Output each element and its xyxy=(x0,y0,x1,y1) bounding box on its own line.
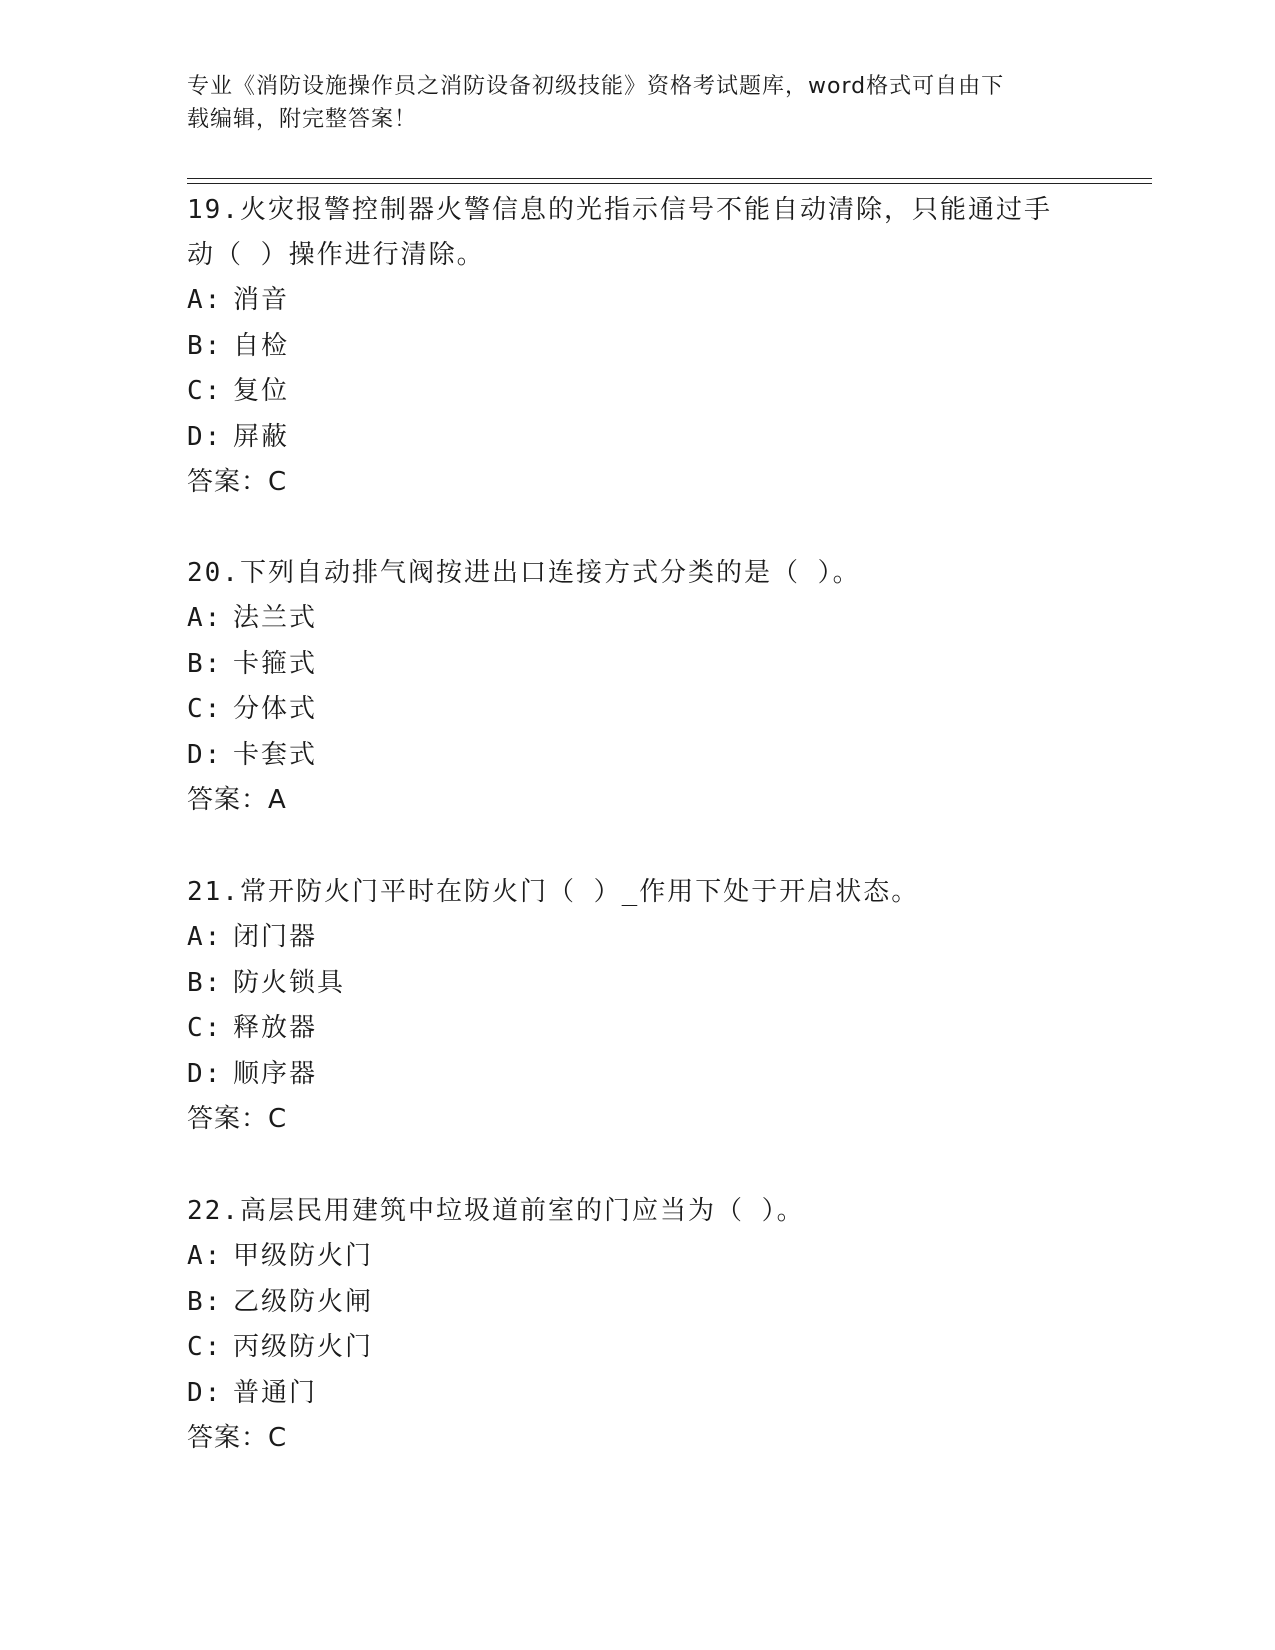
option-text: 释放器 xyxy=(233,1013,318,1043)
option-letter: B: xyxy=(187,967,223,998)
header-divider-bottom xyxy=(187,183,1152,184)
question-stem xyxy=(187,1189,1087,1234)
answer-line: 答案：A xyxy=(187,785,287,815)
option-b xyxy=(187,961,1087,1007)
option-letter: A: xyxy=(187,603,223,633)
option-a xyxy=(187,278,1087,324)
question-stem xyxy=(187,551,1087,596)
option-text: 自检 xyxy=(233,330,290,361)
option-text: 普通门 xyxy=(233,1377,318,1408)
question-21 xyxy=(187,870,1087,1142)
header-line-1: 专业《消防设施操作员之消防设备初级技能》资格考试题库，word格式可自由下 xyxy=(187,74,1005,99)
option-b xyxy=(187,1280,1087,1326)
option-letter: A: xyxy=(187,1241,223,1271)
option-letter: C: xyxy=(187,1332,223,1362)
option-c xyxy=(187,1006,1087,1052)
option-letter: D: xyxy=(187,739,223,770)
option-letter: D: xyxy=(187,1377,223,1408)
question-stem-line-1: 22.高层民用建筑中垃圾道前室的门应当为（ ）。 xyxy=(187,1196,805,1226)
answer-line: 答案：C xyxy=(187,1104,288,1134)
option-text: 卡套式 xyxy=(233,739,318,770)
option-letter: D: xyxy=(187,421,223,452)
option-d xyxy=(187,1371,1087,1417)
option-text: 分体式 xyxy=(233,694,318,724)
option-a xyxy=(187,596,1087,642)
option-text: 复位 xyxy=(233,376,290,406)
option-text: 甲级防火门 xyxy=(233,1241,374,1271)
question-stem-line-1: 19.火灾报警控制器火警信息的光指示信号不能自动清除，只能通过手 xyxy=(187,195,1052,225)
header-line-2: 载编辑，附完整答案！ xyxy=(187,107,418,132)
option-text: 闭门器 xyxy=(233,922,318,952)
option-text: 丙级防火门 xyxy=(233,1332,374,1362)
option-letter: C: xyxy=(187,376,223,406)
question-stem-line-2: 动（ ）操作进行清除。 xyxy=(187,240,485,270)
option-b xyxy=(187,324,1087,370)
option-b xyxy=(187,642,1087,688)
option-text: 屏蔽 xyxy=(233,421,290,452)
option-a xyxy=(187,1234,1087,1280)
option-letter: A: xyxy=(187,922,223,952)
question-stem-line-1: 20.下列自动排气阀按进出口连接方式分类的是（ ）。 xyxy=(187,558,861,588)
option-c xyxy=(187,369,1087,415)
option-letter: B: xyxy=(187,1286,223,1317)
option-text: 防火锁具 xyxy=(233,967,346,998)
question-19 xyxy=(187,188,1087,505)
option-letter: A: xyxy=(187,285,223,315)
question-22 xyxy=(187,1189,1087,1461)
answer-line: 答案：C xyxy=(187,1423,288,1453)
option-text: 卡箍式 xyxy=(233,648,318,679)
option-text: 顺序器 xyxy=(233,1058,318,1089)
option-letter: D: xyxy=(187,1058,223,1089)
question-20 xyxy=(187,551,1087,823)
document-header xyxy=(187,70,1067,136)
option-letter: C: xyxy=(187,1013,223,1043)
option-letter: B: xyxy=(187,330,223,361)
option-text: 乙级防火闸 xyxy=(233,1286,374,1317)
header-divider-top xyxy=(187,178,1152,179)
option-c xyxy=(187,1325,1087,1371)
question-stem xyxy=(187,870,1087,915)
option-text: 消音 xyxy=(233,285,290,315)
option-letter: C: xyxy=(187,694,223,724)
option-letter: B: xyxy=(187,648,223,679)
answer-line: 答案：C xyxy=(187,467,288,497)
option-d xyxy=(187,1052,1087,1098)
option-d xyxy=(187,733,1087,779)
question-stem xyxy=(187,188,1087,278)
option-a xyxy=(187,915,1087,961)
option-d xyxy=(187,415,1087,461)
option-text: 法兰式 xyxy=(233,603,318,633)
question-stem-line-1: 21.常开防火门平时在防火门（ ）_作用下处于开启状态。 xyxy=(187,877,920,907)
option-c xyxy=(187,687,1087,733)
